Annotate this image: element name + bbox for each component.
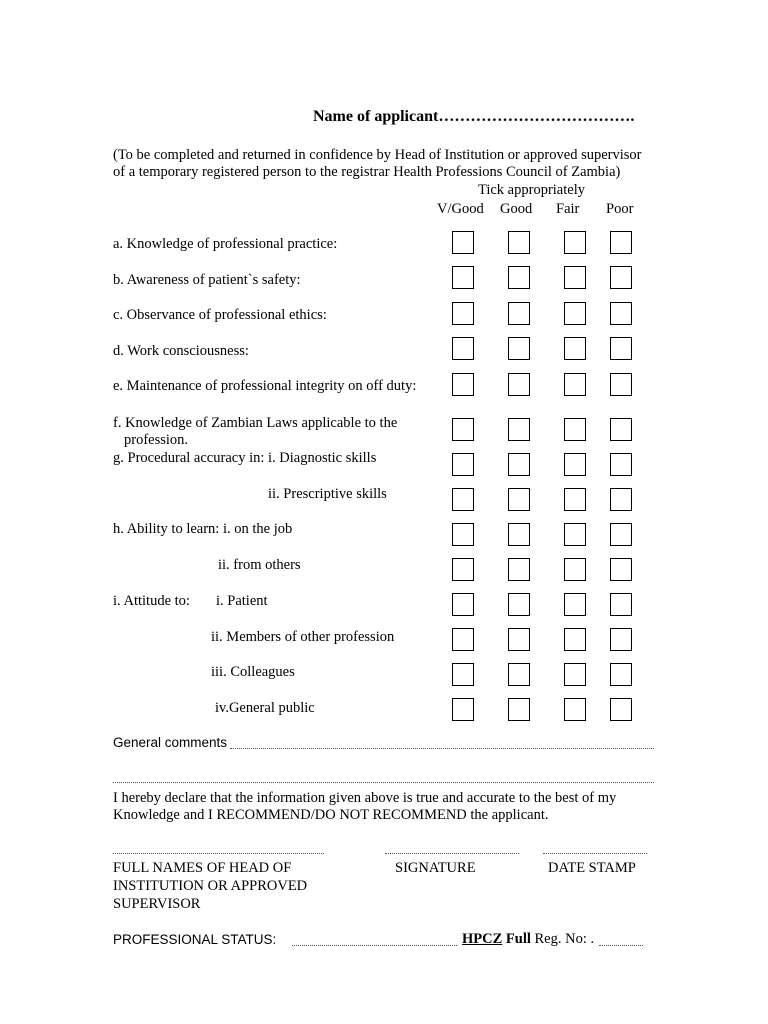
date-stamp-label: DATE STAMP xyxy=(548,860,636,876)
general-comments-field[interactable] xyxy=(230,748,654,749)
checkbox-a-poor[interactable] xyxy=(610,231,632,254)
checkbox-g-diagnostic-vgood[interactable] xyxy=(452,453,474,476)
checkbox-b-good[interactable] xyxy=(508,266,530,289)
declaration-line-2: Knowledge and I RECOMMEND/DO NOT RECOMMEND the applicant. xyxy=(113,807,549,823)
criterion-label-i-colleagues: iii. Colleagues xyxy=(211,664,295,680)
checkbox-b-vgood[interactable] xyxy=(452,266,474,289)
checkbox-c-vgood[interactable] xyxy=(452,302,474,325)
checkbox-i-members-vgood[interactable] xyxy=(452,628,474,651)
checkbox-b-fair[interactable] xyxy=(564,266,586,289)
criterion-label-h-job: h. Ability to learn: i. on the job xyxy=(113,521,293,537)
criterion-label-i-members: ii. Members of other profession xyxy=(211,629,395,645)
signature-field[interactable] xyxy=(385,853,519,854)
signature-label: SIGNATURE xyxy=(395,860,476,876)
checkbox-g-diagnostic-fair[interactable] xyxy=(564,453,586,476)
checkbox-i-members-good[interactable] xyxy=(508,628,530,651)
checkbox-h-job-vgood[interactable] xyxy=(452,523,474,546)
criterion-label-e: e. Maintenance of professional integrity on off duty: xyxy=(113,378,417,394)
checkbox-i-colleagues-fair[interactable] xyxy=(564,663,586,686)
column-header-vgood: V/Good xyxy=(437,201,484,217)
criterion-label-i-public: iv.General public xyxy=(215,700,315,716)
checkbox-i-patient-vgood[interactable] xyxy=(452,593,474,616)
criterion-label-d: d. Work consciousness: xyxy=(113,343,249,359)
checkbox-i-members-poor[interactable] xyxy=(610,628,632,651)
checkbox-i-patient-good[interactable] xyxy=(508,593,530,616)
checkbox-f-fair[interactable] xyxy=(564,418,586,441)
checkbox-e-vgood[interactable] xyxy=(452,373,474,396)
checkbox-c-good[interactable] xyxy=(508,302,530,325)
checkbox-g-diagnostic-good[interactable] xyxy=(508,453,530,476)
instructions-line-2: of a temporary registered person to the registrar Health Professions Council of Zambia) xyxy=(113,164,621,180)
checkbox-a-good[interactable] xyxy=(508,231,530,254)
criterion-label-g-prescriptive: ii. Prescriptive skills xyxy=(268,486,387,502)
professional-status-field[interactable] xyxy=(292,945,457,946)
date-stamp-field[interactable] xyxy=(543,853,647,854)
applicant-name-dots: ………………………………. xyxy=(438,108,635,125)
criterion-label-i: i. Attitude to: xyxy=(113,593,190,609)
checkbox-g-prescriptive-poor[interactable] xyxy=(610,488,632,511)
full-names-label-1: FULL NAMES OF HEAD OF xyxy=(113,860,292,876)
criterion-label-a: a. Knowledge of professional practice: xyxy=(113,236,338,252)
column-header-fair: Fair xyxy=(556,201,580,217)
checkbox-h-others-poor[interactable] xyxy=(610,558,632,581)
criterion-label-f-cont: profession. xyxy=(124,432,189,448)
checkbox-h-job-good[interactable] xyxy=(508,523,530,546)
checkbox-d-good[interactable] xyxy=(508,337,530,360)
full-names-field[interactable] xyxy=(113,853,324,854)
checkbox-h-others-vgood[interactable] xyxy=(452,558,474,581)
checkbox-i-members-fair[interactable] xyxy=(564,628,586,651)
applicant-name-label: Name of applicant xyxy=(313,108,439,125)
full-names-label-2: INSTITUTION OR APPROVED xyxy=(113,878,308,894)
reg-no-label: Reg. No: . xyxy=(534,931,595,947)
checkbox-h-job-fair[interactable] xyxy=(564,523,586,546)
checkbox-h-others-good[interactable] xyxy=(508,558,530,581)
checkbox-i-colleagues-good[interactable] xyxy=(508,663,530,686)
checkbox-e-poor[interactable] xyxy=(610,373,632,396)
checkbox-d-vgood[interactable] xyxy=(452,337,474,360)
checkbox-b-poor[interactable] xyxy=(610,266,632,289)
column-header-poor: Poor xyxy=(606,201,634,217)
hpcz-label: HPCZ xyxy=(462,931,503,947)
general-comments-label: General comments xyxy=(113,735,228,750)
checkbox-i-colleagues-vgood[interactable] xyxy=(452,663,474,686)
general-comments-field-line-2[interactable] xyxy=(113,782,654,783)
checkbox-f-poor[interactable] xyxy=(610,418,632,441)
checkbox-i-public-poor[interactable] xyxy=(610,698,632,721)
checkbox-i-patient-poor[interactable] xyxy=(610,593,632,616)
criterion-label-f: f. Knowledge of Zambian Laws applicable to the xyxy=(113,415,398,431)
checkbox-i-colleagues-poor[interactable] xyxy=(610,663,632,686)
checkbox-i-public-fair[interactable] xyxy=(564,698,586,721)
checkbox-i-patient-fair[interactable] xyxy=(564,593,586,616)
checkbox-c-poor[interactable] xyxy=(610,302,632,325)
tick-appropriately-label: Tick appropriately xyxy=(478,182,585,198)
checkbox-e-good[interactable] xyxy=(508,373,530,396)
checkbox-f-vgood[interactable] xyxy=(452,418,474,441)
checkbox-g-prescriptive-fair[interactable] xyxy=(564,488,586,511)
checkbox-a-vgood[interactable] xyxy=(452,231,474,254)
checkbox-i-public-vgood[interactable] xyxy=(452,698,474,721)
checkbox-c-fair[interactable] xyxy=(564,302,586,325)
applicant-name-heading xyxy=(313,108,634,126)
checkbox-h-job-poor[interactable] xyxy=(610,523,632,546)
checkbox-d-fair[interactable] xyxy=(564,337,586,360)
checkbox-d-poor[interactable] xyxy=(610,337,632,360)
checkbox-g-prescriptive-vgood[interactable] xyxy=(452,488,474,511)
checkbox-e-fair[interactable] xyxy=(564,373,586,396)
criterion-label-b: b. Awareness of patient`s safety: xyxy=(113,272,301,288)
checkbox-i-public-good[interactable] xyxy=(508,698,530,721)
criterion-label-i-patient: i. Patient xyxy=(216,593,268,609)
criterion-label-g-diagnostic: g. Procedural accuracy in: i. Diagnostic skills xyxy=(113,450,377,466)
checkbox-g-diagnostic-poor[interactable] xyxy=(610,453,632,476)
declaration-line-1: I hereby declare that the information given above is true and accurate to the best of my xyxy=(113,790,617,806)
checkbox-a-fair[interactable] xyxy=(564,231,586,254)
instructions-line-1: (To be completed and returned in confidence by Head of Institution or approved supervisor xyxy=(113,147,642,163)
full-label: Full xyxy=(505,931,531,947)
column-header-good: Good xyxy=(500,201,533,217)
reg-no-field[interactable] xyxy=(599,945,643,946)
checkbox-f-good[interactable] xyxy=(508,418,530,441)
checkbox-g-prescriptive-good[interactable] xyxy=(508,488,530,511)
professional-status-label: PROFESSIONAL STATUS: xyxy=(113,932,277,947)
hpcz-reg-label xyxy=(462,931,594,948)
criterion-label-c: c. Observance of professional ethics: xyxy=(113,307,327,323)
checkbox-h-others-fair[interactable] xyxy=(564,558,586,581)
full-names-label-3: SUPERVISOR xyxy=(113,896,201,912)
criterion-label-h-others: ii. from others xyxy=(218,557,301,573)
